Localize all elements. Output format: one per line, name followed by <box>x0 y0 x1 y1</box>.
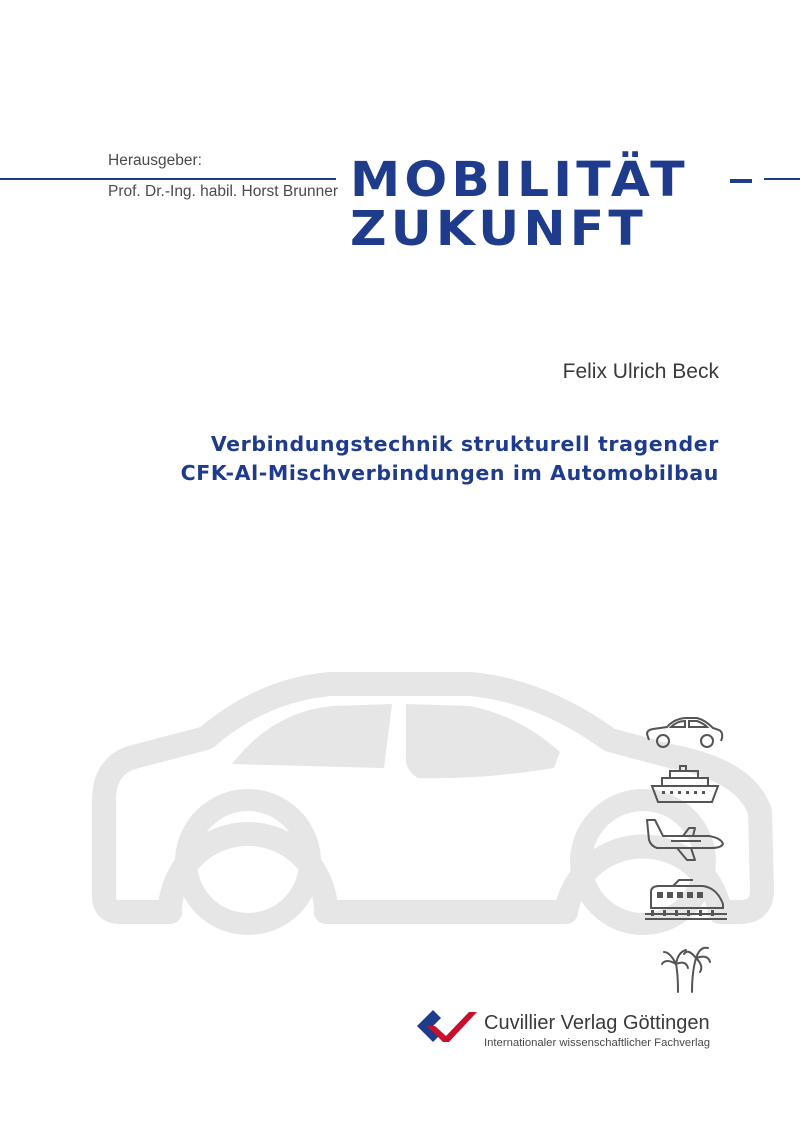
author-name: Felix Ulrich Beck <box>562 360 719 383</box>
palm-trees-icon <box>660 944 712 994</box>
book-title-line2: CFK-Al-Mischverbindungen im Automobilbau <box>180 461 719 485</box>
publisher-logo <box>413 1008 479 1046</box>
publisher-tagline: Internationaler wissenschaftlicher Fachverlag <box>484 1037 711 1049</box>
airplane-icon <box>643 818 725 862</box>
series-title-line2: ZUKUNFT <box>350 201 647 257</box>
book-title-line1: Verbindungstechnik strukturell tragender <box>210 432 719 456</box>
editor-name: Prof. Dr.-Ing. habil. Horst Brunner <box>108 183 339 200</box>
train-icon <box>643 878 729 922</box>
publisher-name: Cuvillier Verlag Göttingen <box>484 1012 710 1034</box>
series-title-line1: MOBILITÄT <box>350 152 689 208</box>
ship-icon <box>648 764 722 806</box>
car-icon <box>643 712 725 752</box>
editor-label: Herausgeber: <box>108 152 202 169</box>
